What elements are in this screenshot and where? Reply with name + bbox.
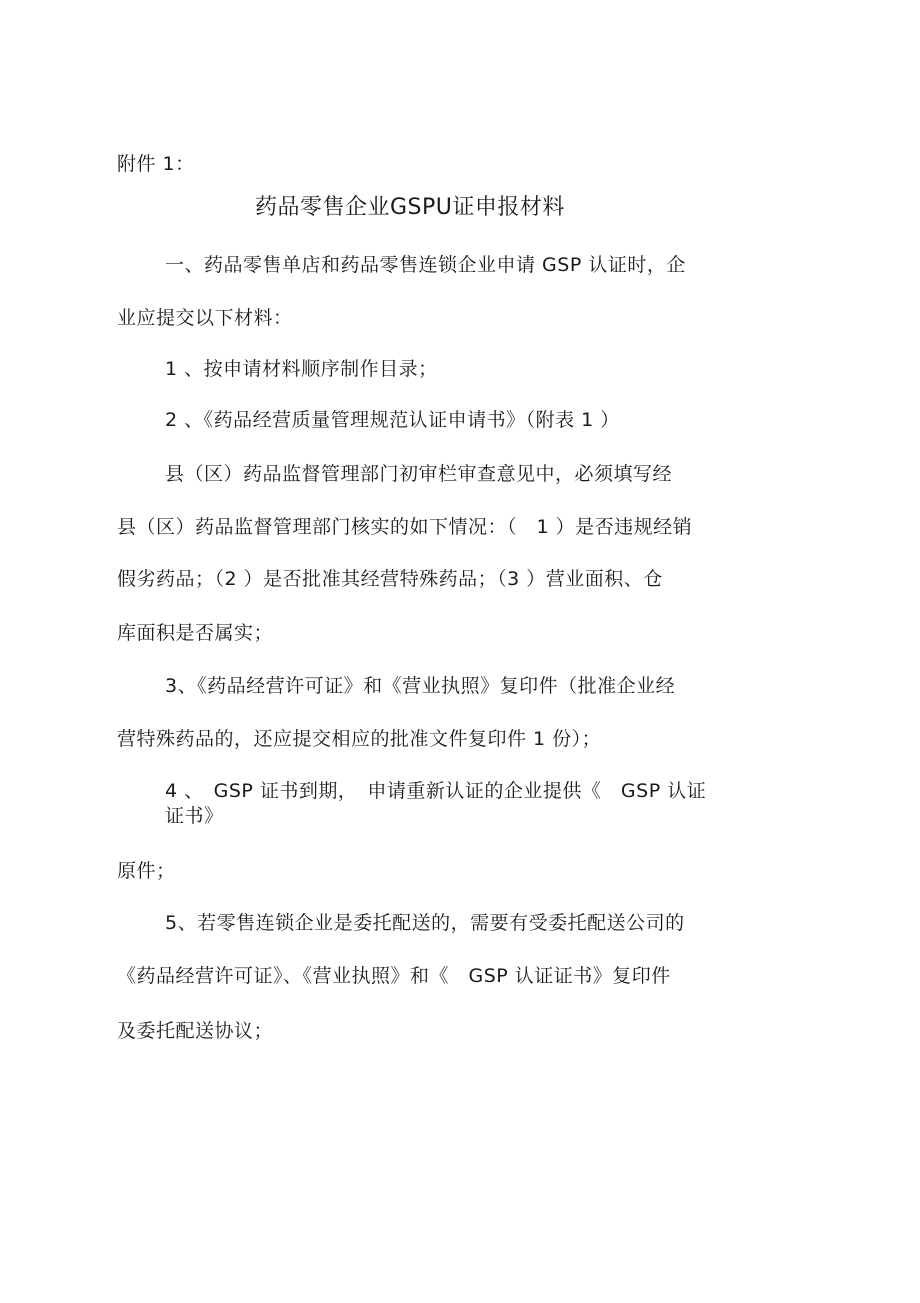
note-line-1: 县（区）药品监督管理部门初审栏审查意见中，必须填写经	[165, 463, 673, 485]
item-4-line-1: 4 、 GSP 证书到期， 申请重新认证的企业提供《 GSP 认证	[165, 780, 707, 802]
document-title: 药品零售企业GSPU证申报材料	[255, 195, 565, 220]
paragraph-1-line-1: 一、药品零售单店和药品零售连锁企业申请 GSP 认证时，企	[165, 254, 686, 276]
paragraph-1-line-2: 业应提交以下材料：	[117, 307, 293, 329]
note-line-3: 假劣药品；（2 ）是否批准其经营特殊药品；（3 ）营业面积、仓	[117, 568, 663, 590]
item-1: 1 、按申请材料顺序制作目录；	[165, 358, 438, 380]
note-line-2: 县（区）药品监督管理部门核实的如下情况：（ 1 ）是否违规经销	[117, 516, 693, 538]
note-line-4: 库面积是否属实；	[117, 622, 274, 644]
item-2: 2 、《药品经营质量管理规范认证申请书》（附表 1 ）	[165, 409, 620, 431]
item-3-line-2: 营特殊药品的，还应提交相应的批准文件复印件 1 份）；	[117, 728, 602, 750]
item-5-line-3: 及委托配送协议；	[117, 1020, 274, 1042]
item-3-line-1: 3、《药品经营许可证》和《营业执照》复印件（批准企业经	[165, 675, 676, 697]
item-4-line-2: 证书》	[165, 805, 224, 827]
item-4-line-3: 原件；	[117, 860, 176, 882]
item-5-line-2: 《药品经营许可证》、《营业执照》和《 GSP 认证证书》复印件	[117, 965, 671, 987]
item-5-line-1: 5、若零售连锁企业是委托配送的，需要有受委托配送公司的	[165, 912, 685, 934]
attachment-label: 附件 1：	[117, 153, 195, 175]
